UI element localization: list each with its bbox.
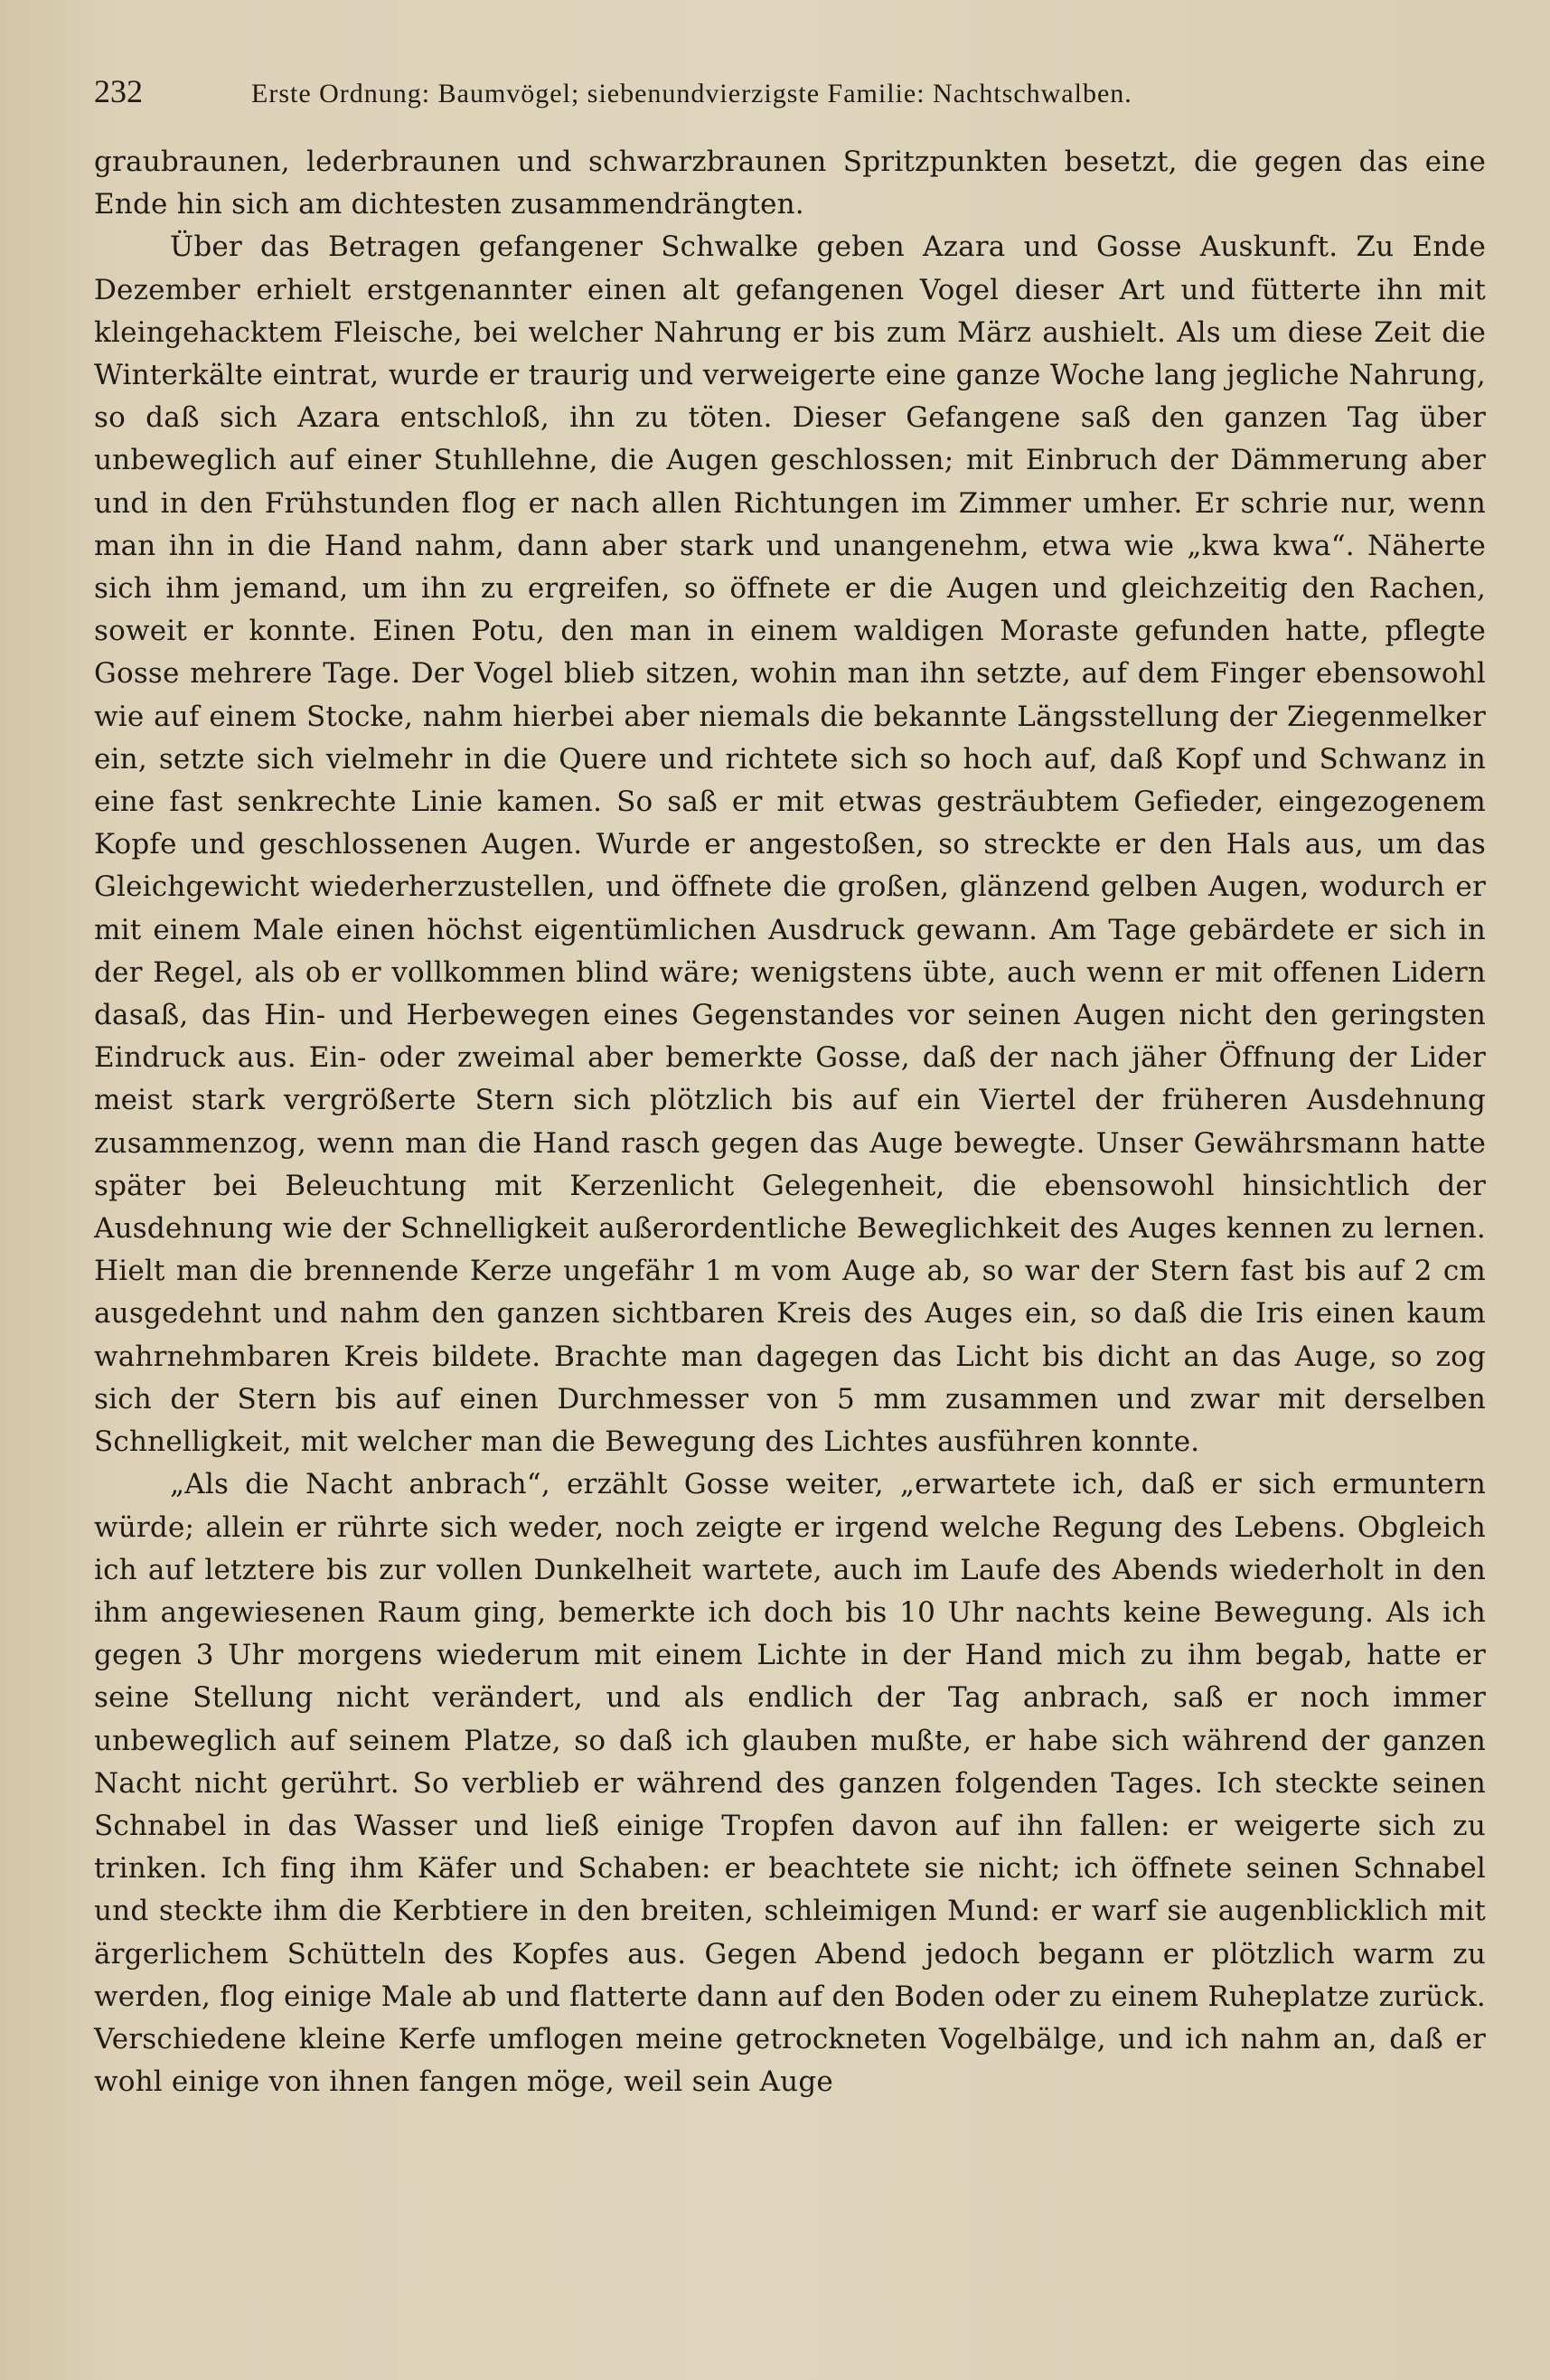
running-head — [94, 72, 1494, 114]
body-text — [94, 141, 1486, 2103]
paragraph: Über das Betragen gefangener Schwalke geben Azara und Gosse Auskunft. Zu Ende Dezember erhielt erstgenannter einen alt gefangenen Vogel dieser Art und fütterte ihn mit kleingehacktem Fleische, bei welcher Nahrung er bis zum März aushielt. Als um diese Zeit die Winterkälte eintrat, wurde er traurig und verweigerte eine ganze Woche lang jegliche Nahrung, so daß sich Azara entschloß, ihn zu töten. Dieser Gefangene saß den ganzen Tag über unbeweglich auf einer Stuhllehne, die Augen geschlossen; mit Einbruch der Dämmerung aber und in den Frühstunden flog er nach allen Richtungen im Zimmer umher. Er schrie nur, wenn man ihn in die Hand nahm, dann aber stark und unangenehm, etwa wie „kwa kwa“. Näherte sich ihm jemand, um ihn zu ergreifen, so öffnete er die Augen und gleichzeitig den Rachen, soweit er konnte. Einen Potu, den man in einem waldigen Moraste gefunden hatte, pflegte Gosse mehrere Tage. Der Vogel blieb sitzen, wohin man ihn setzte, auf dem Finger ebensowohl wie auf einem Stocke, nahm hierbei aber niemals die bekannte Längsstellung der Ziegenmelker ein, setzte sich vielmehr in die Quere und richtete sich so hoch auf, daß Kopf und Schwanz in eine fast senkrechte Linie kamen. So saß er mit etwas gesträubtem Gefieder, eingezogenem Kopfe und geschlossenen Augen. Wurde er angestoßen, so streckte er den Hals aus, um das Gleichgewicht wiederherzustellen, und öffnete die großen, glänzend gelben Augen, wodurch er mit einem Male einen höchst eigentümlichen Ausdruck gewann. Am Tage gebärdete er sich in der Regel, als ob er vollkommen blind wäre; wenigstens übte, auch wenn er mit offenen Lidern dasaß, das Hin- und Herbewegen eines Gegenstandes vor seinen Augen nicht den geringsten Eindruck aus. Ein- oder zweimal aber bemerkte Gosse, daß der nach jäher Öffnung der Lider meist stark vergrößerte Stern sich plötzlich bis auf ein Viertel der früheren Ausdehnung zusammenzog, wenn man die Hand rasch gegen das Auge bewegte. Unser Gewährsmann hatte später bei Beleuchtung mit Kerzenlicht Gelegenheit, die ebensowohl hinsichtlich der Ausdehnung wie der Schnelligkeit außerordentliche Beweglichkeit des Auges kennen zu lernen. Hielt man die brennende Kerze ungefähr 1 m vom Auge ab, so war der Stern fast bis auf 2 cm ausgedehnt und nahm den ganzen sichtbaren Kreis des Auges ein, so daß die Iris einen kaum wahrnehmbaren Kreis bildete. Brachte man dagegen das Licht bis dicht an das Auge, so zog sich der Stern bis auf einen Durchmesser von 5 mm zusammen und zwar mit derselben Schnelligkeit, mit welcher man die Bewegung des Lichtes ausführen konnte. — [94, 230, 1486, 1459]
running-title: Erste Ordnung: Baumvögel; siebenundvierzigste Familie: Nachtschwalben. — [251, 79, 1132, 108]
page-number: 232 — [94, 73, 143, 109]
paragraph: graubraunen, lederbraunen und schwarzbraunen Spritzpunkten besetzt, die gegen das eine Ende hin sich am dichtesten zusammendrängten. — [94, 146, 1486, 221]
paragraph: „Als die Nacht anbrach“, erzählt Gosse weiter, „erwartete ich, daß er sich ermuntern würde; allein er rührte sich weder, noch zeigte er irgend welche Regung des Lebens. Obgleich ich auf letztere bis zur vollen Dunkelheit wartete, auch im Laufe des Abends wiederholt in den ihm angewiesenen Raum ging, bemerkte ich doch bis 10 Uhr nachts keine Bewegung. Als ich gegen 3 Uhr morgens wiederum mit einem Lichte in der Hand mich zu ihm begab, hatte er seine Stellung nicht verändert, und als endlich der Tag anbrach, saß er noch immer unbeweglich auf seinem Platze, so daß ich glauben mußte, er habe sich während der ganzen Nacht nicht gerührt. So verblieb er während des ganzen folgenden Tages. Ich steckte seinen Schnabel in das Wasser und ließ einige Tropfen davon auf ihn fallen: er weigerte sich zu trinken. Ich fing ihm Käfer und Schaben: er beachtete sie nicht; ich öffnete seinen Schnabel und steckte ihm die Kerbtiere in den breiten, schleimigen Mund: er warf sie augenblicklich mit ärgerlichem Schütteln des Kopfes aus. Gegen Abend jedoch begann er plötzlich warm zu werden, flog einige Male ab und flatterte dann auf den Boden oder zu einem Ruheplatze zurück. Verschiedene kleine Kerfe umflogen meine getrockneten Vogelbälge, und ich nahm an, daß er wohl einige von ihnen fangen möge, weil sein Auge — [94, 1468, 1486, 2099]
